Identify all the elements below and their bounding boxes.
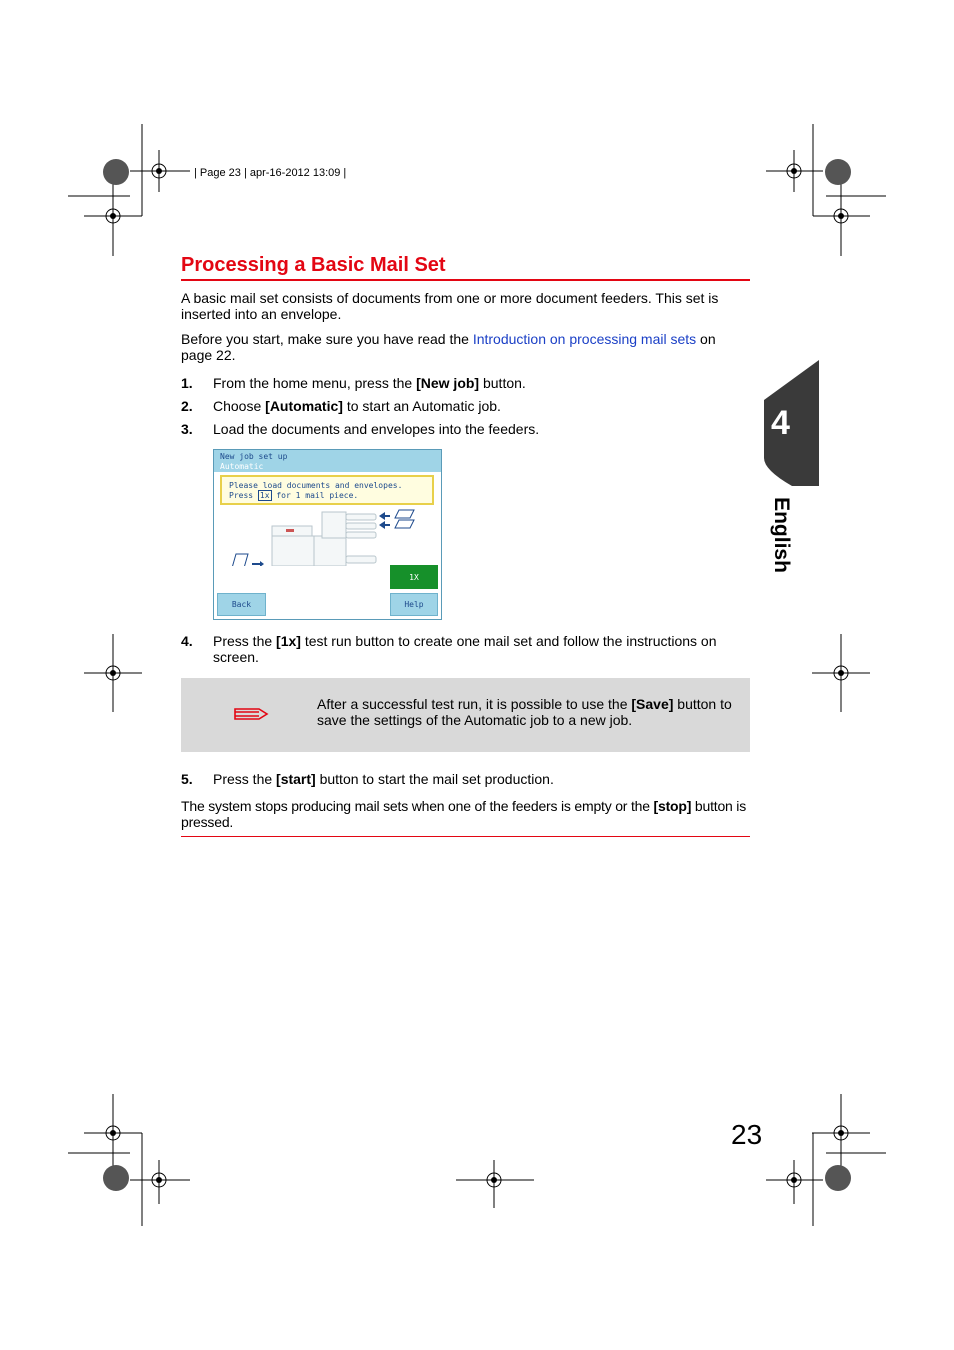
step-text-end: button. xyxy=(479,375,526,391)
step-number: 1. xyxy=(181,375,193,391)
screen-header xyxy=(214,450,441,472)
closing-text: The system stops producing mail sets when one of the feeders is empty or the xyxy=(181,798,654,814)
screen-message-line2 xyxy=(229,491,358,500)
step-text: Press the xyxy=(213,633,277,649)
screen-title: New job set up xyxy=(220,452,288,461)
step-4 xyxy=(181,633,750,665)
intro-paragraph: A basic mail set consists of documents from one or more document feeders. This set is inserted into an envelope. xyxy=(181,290,719,322)
page-number: 23 xyxy=(731,1119,763,1150)
step-number: 3. xyxy=(181,421,193,437)
step-number: 5. xyxy=(181,771,193,787)
note-key: [Save] xyxy=(631,696,674,712)
step-text-end: to start an Automatic job. xyxy=(342,398,501,414)
step-number: 4. xyxy=(181,633,193,649)
pencil-icon xyxy=(233,704,269,724)
step-text: Load the documents and envelopes into the feeders. xyxy=(213,421,540,437)
step-text-end: button to start the mail set production. xyxy=(315,771,554,787)
step-text: Choose xyxy=(213,398,266,414)
screen-message-text: Press xyxy=(229,491,258,500)
screen-message xyxy=(220,475,434,505)
intro-link[interactable]: Introduction on processing mail sets xyxy=(472,331,697,347)
section-end-rule xyxy=(181,836,750,837)
step-3 xyxy=(181,421,750,437)
screen-subtitle: Automatic xyxy=(220,462,264,471)
note-text-start: After a successful test run, it is possible to use the xyxy=(317,696,632,712)
closing-key: [stop] xyxy=(653,798,692,814)
back-button[interactable]: Back xyxy=(217,593,266,616)
screen-message-text-end: for 1 mail piece. xyxy=(271,491,359,500)
step-2 xyxy=(181,398,750,414)
inserter-machine-icon xyxy=(214,506,441,566)
prerequisite-paragraph xyxy=(181,331,750,363)
section-title: Processing a Basic Mail Set xyxy=(181,254,750,281)
closing-text-end: button is pressed. xyxy=(181,798,747,830)
screen-message-line1: Please load documents and envelopes. xyxy=(229,481,403,490)
help-button[interactable]: Help xyxy=(390,593,438,616)
prerequisite-text: Before you start, make sure you have read the xyxy=(181,331,473,347)
step-key: [1x] xyxy=(276,633,301,649)
step-text-end: test run button to create one mail set and follow the instructions on screen. xyxy=(213,633,717,665)
step-1 xyxy=(181,375,750,391)
step-number: 2. xyxy=(181,398,193,414)
print-slug: | Page 23 | apr-16-2012 13:09 | xyxy=(194,167,347,179)
test-run-button[interactable]: 1X xyxy=(390,565,438,589)
screen-message-key: 1x xyxy=(259,491,270,500)
step-key: [Automatic] xyxy=(265,398,343,414)
step-key: [start] xyxy=(276,771,316,787)
step-text: Press the xyxy=(213,771,277,787)
chapter-number: 4 xyxy=(771,404,790,442)
step-text: From the home menu, press the xyxy=(213,375,417,391)
note-text-end: button to save the settings of the Automatic job to a new job. xyxy=(317,696,732,728)
step-key: [New job] xyxy=(416,375,480,391)
note-box xyxy=(181,678,750,752)
note-text xyxy=(317,696,737,728)
closing-paragraph xyxy=(181,798,750,830)
chapter-language: English xyxy=(770,497,793,573)
prerequisite-text-end: on page 22. xyxy=(181,331,716,363)
device-screen xyxy=(213,449,442,620)
step-5 xyxy=(181,771,750,787)
